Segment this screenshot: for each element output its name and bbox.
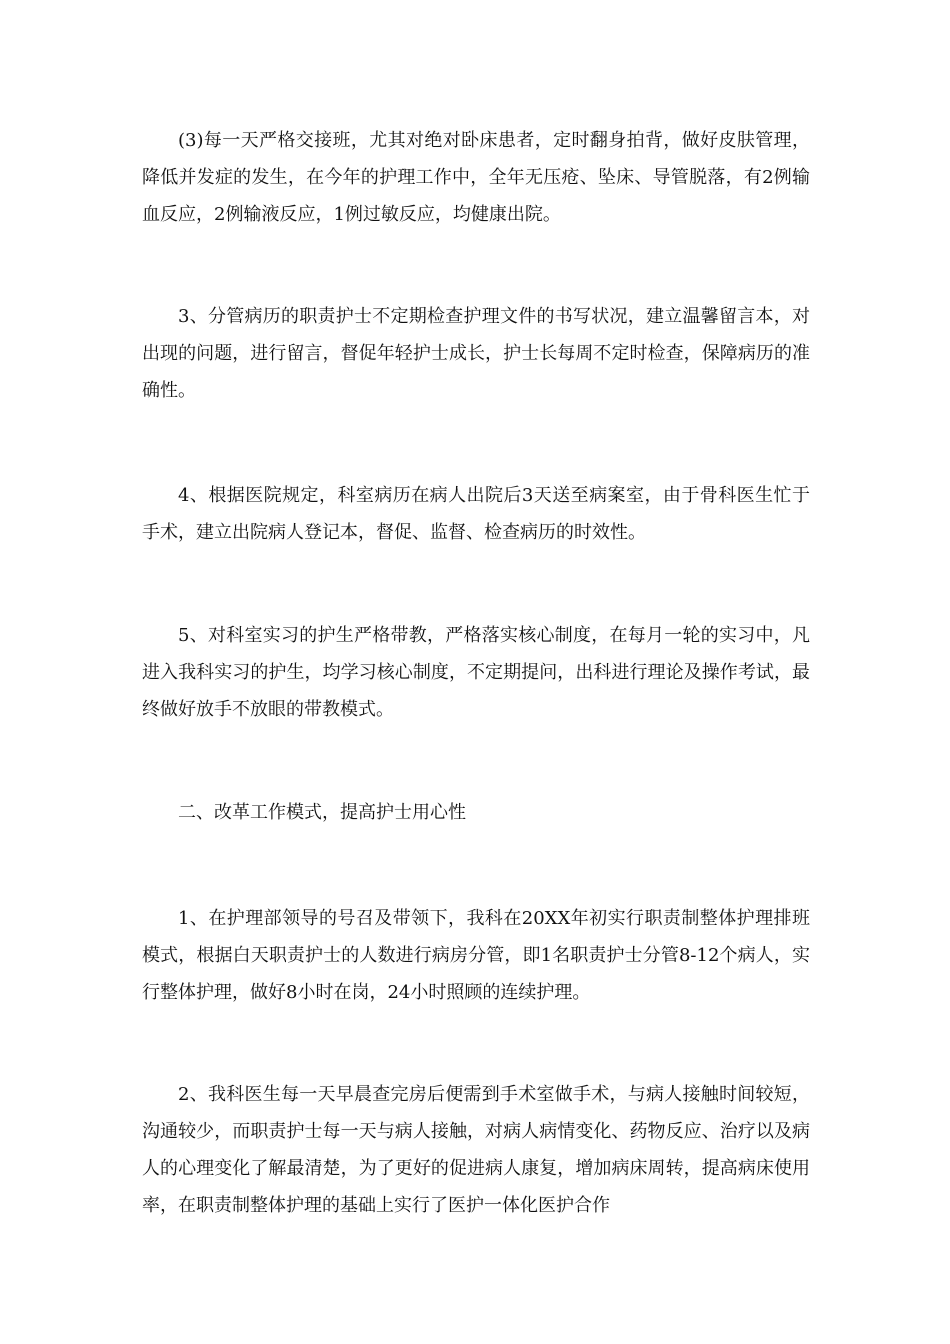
paragraph-doctor-nurse-cooperation: 2、我科医生每一天早晨查完房后便需到手术室做手术，与病人接触时间较短，沟通较少，而职责护士每一天与病人接触，对病人病情变化、药物反应、治疗以及病人的心理变化了解最清楚，为了更好的促进病人康复，增加病床周转，提高病床使用率，在职责制整体护理的基础上实行了医护一体化医护合作 <box>142 1084 810 1216</box>
paragraph-record-checking: 3、分管病历的职责护士不定期检查护理文件的书写状况，建立温馨留言本，对出现的问题，进行留言，督促年轻护士成长，护士长每周不定时检查，保障病历的准确性。 <box>142 306 810 401</box>
paragraph-skin-care: (3)每一天严格交接班，尤其对绝对卧床患者，定时翻身拍背，做好皮肤管理，降低并发症的发生，在今年的护理工作中，全年无压疮、坠床、导管脱落，有2例输血反应，2例输液反应，1例过敏反应，均健康出院。 <box>142 130 810 225</box>
paragraph-responsibility-nursing: 1、在护理部领导的号召及带领下，我科在20XX年初实行职责制整体护理排班模式，根据白天职责护士的人数进行病房分管，即1名职责护士分管8-12个病人，实行整体护理，做好8小时在岗，24小时照顾的连续护理。 <box>142 908 810 1003</box>
section-heading-work-mode: 二、改革工作模式，提高护士用心性 <box>178 802 466 823</box>
paragraph-record-submission: 4、根据医院规定，科室病历在病人出院后3天送至病案室，由于骨科医生忙于手术，建立出院病人登记本，督促、监督、检查病历的时效性。 <box>142 485 810 543</box>
paragraph-intern-teaching: 5、对科室实习的护生严格带教，严格落实核心制度，在每月一轮的实习中，凡进入我科实习的护生，均学习核心制度，不定期提问，出科进行理论及操作考试，最终做好放手不放眼的带教模式。 <box>142 625 810 720</box>
